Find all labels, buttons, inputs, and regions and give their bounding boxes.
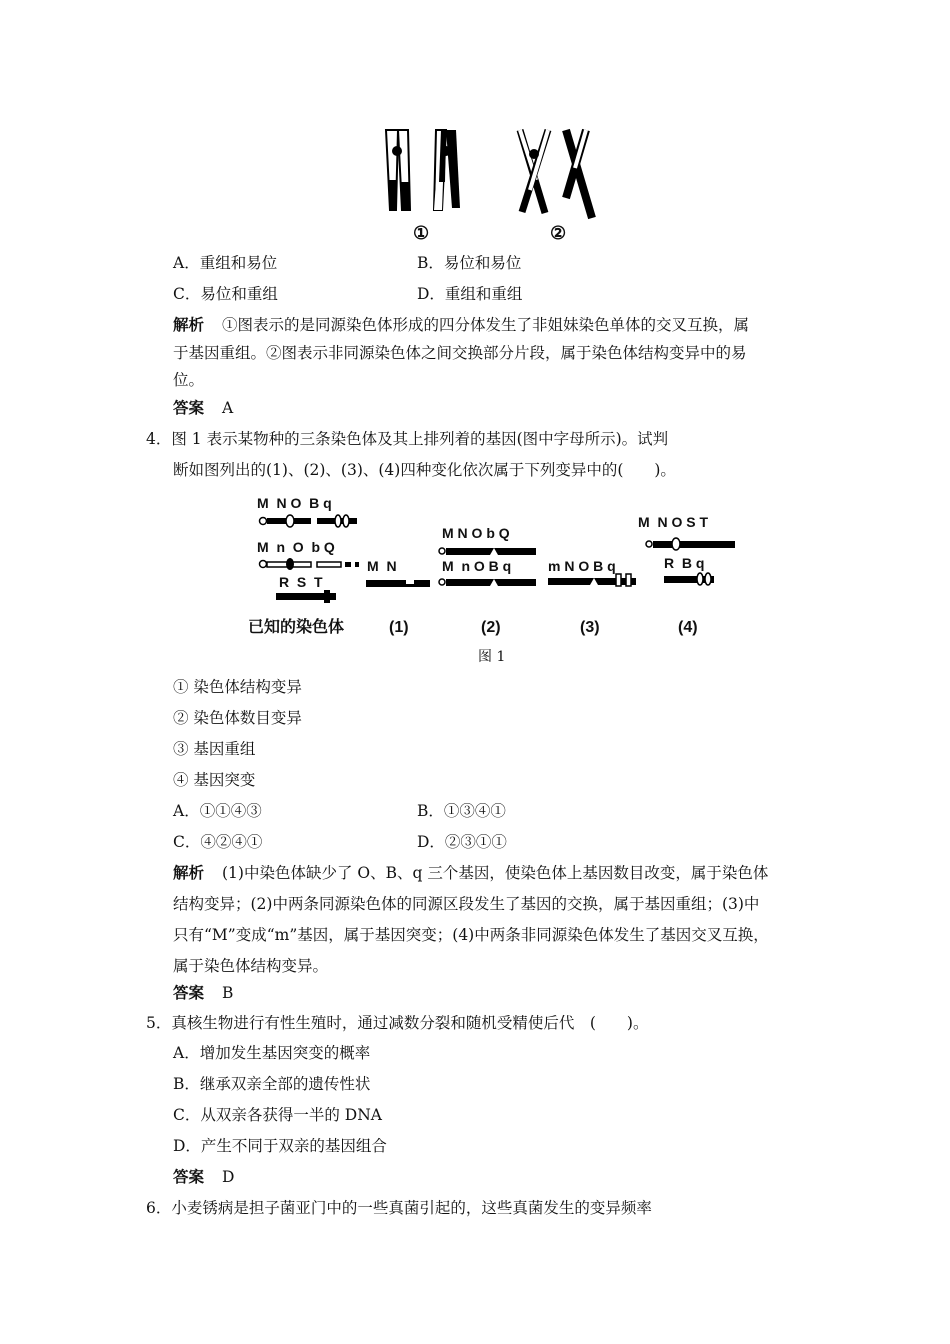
q4-analysis-line-1: (1)中染色体缺少了 O、B、q 三个基因，使染色体上基因数目改变，属于染色体	[222, 864, 769, 882]
figure-label-2: ②	[550, 223, 567, 244]
q4-item-4: ④ 基因突变	[173, 771, 256, 789]
figure-label-1: ①	[413, 223, 430, 244]
q4-option-a: A．①①④③	[173, 802, 262, 820]
fig1-c2-bottom-genes: M n O B q	[442, 558, 512, 574]
q4-analysis-line-4: 属于染色体结构变异。	[173, 957, 329, 975]
q4-stem-line-1: 4．图 1 表示某物种的三条染色体及其上排列着的基因(图中字母所示)。试判	[146, 430, 669, 448]
q5-option-d: D．产生不同于双亲的基因组合	[173, 1137, 387, 1155]
q3-option-a: A．重组和易位	[173, 254, 278, 272]
fig1-c3-label: (3)	[580, 619, 600, 636]
q4-analysis-line-2: 结构变异；(2)中两条同源染色体的同源区段发生了基因的交换，属于基因重组；(3)中	[173, 895, 760, 913]
q5-stem: 5．真核生物进行有性生殖时，通过减数分裂和随机受精使后代 ( )。	[146, 1014, 649, 1032]
q3-option-c: C．易位和重组	[173, 285, 278, 303]
q5-answer-label: 答案	[173, 1167, 205, 1186]
known-chromosome-2	[260, 558, 360, 570]
q4-answer-label: 答案	[173, 983, 205, 1002]
q3-option-b: B．易位和易位	[417, 254, 522, 272]
known-chromosome-1	[260, 515, 358, 527]
fig1-c1-genes: M N	[367, 558, 397, 574]
fig1-c1-label: (1)	[389, 619, 409, 636]
fig1-c4-bottom-genes: R B q	[664, 555, 705, 571]
q4-item-1: ① 染色体结构变异	[173, 678, 302, 696]
q3-analysis-label: 解析	[173, 315, 205, 334]
fig1-c3-genes: m N O B q	[548, 558, 616, 574]
q4-analysis-line-3: 只有“M”变成“m”基因，属于基因突变；(4)中两条非同源染色体发生了基因交叉互换，	[173, 926, 769, 944]
q3-analysis-line-3: 位。	[173, 371, 205, 389]
q5-option-a: A．增加发生基因突变的概率	[173, 1044, 371, 1062]
chromosome-1-deletion	[366, 580, 430, 587]
q3-analysis-line-2: 于基因重组。②图表示非同源染色体之间交换部分片段，属于染色体结构变异中的易	[173, 344, 747, 362]
q4-stem-line-2: 断如图列出的(1)、(2)、(3)、(4)四种变化依次属于下列变异中的( )。	[173, 461, 676, 479]
q3-answer-label: 答案	[173, 398, 205, 417]
q4-item-2: ② 染色体数目变异	[173, 709, 302, 727]
q4-option-c: C．④②④①	[173, 833, 263, 851]
q4-answer: B	[222, 984, 234, 1002]
fig1-c2-label: (2)	[481, 619, 501, 636]
q5-option-b: B．继承双亲全部的遗传性状	[173, 1075, 371, 1093]
fig1-known-row1-genes: M N O B q	[257, 495, 332, 511]
fig1-known-label: 已知的染色体	[248, 619, 345, 636]
fig1-c2-top-genes: M N O b Q	[442, 525, 510, 541]
fig1-known-row3-genes: R S T	[279, 574, 323, 590]
q4-option-d: D．②③①①	[417, 833, 507, 851]
fig1-known-row2-genes: M n O b Q	[257, 539, 335, 555]
q3-option-d: D．重组和重组	[417, 285, 523, 303]
q6-stem: 6．小麦锈病是担子菌亚门中的一些真菌引起的，这些真菌发生的变异频率	[146, 1199, 652, 1217]
q4-item-3: ③ 基因重组	[173, 740, 256, 758]
q3-answer: A	[222, 399, 234, 417]
q4-option-b: B．①③④①	[417, 802, 506, 820]
fig1-c4-label: (4)	[678, 619, 698, 636]
q3-analysis-line-1: ①图表示的是同源染色体形成的四分体发生了非姐妹染色单体的交叉互换，属	[222, 316, 750, 334]
fig1-c4-top-genes: M N O S T	[638, 514, 708, 530]
q4-analysis-label: 解析	[173, 863, 205, 882]
q5-answer: D	[222, 1168, 235, 1186]
q5-option-c: C．从双亲各获得一半的 DNA	[173, 1106, 382, 1124]
fig1-caption: 图 1	[478, 649, 506, 665]
